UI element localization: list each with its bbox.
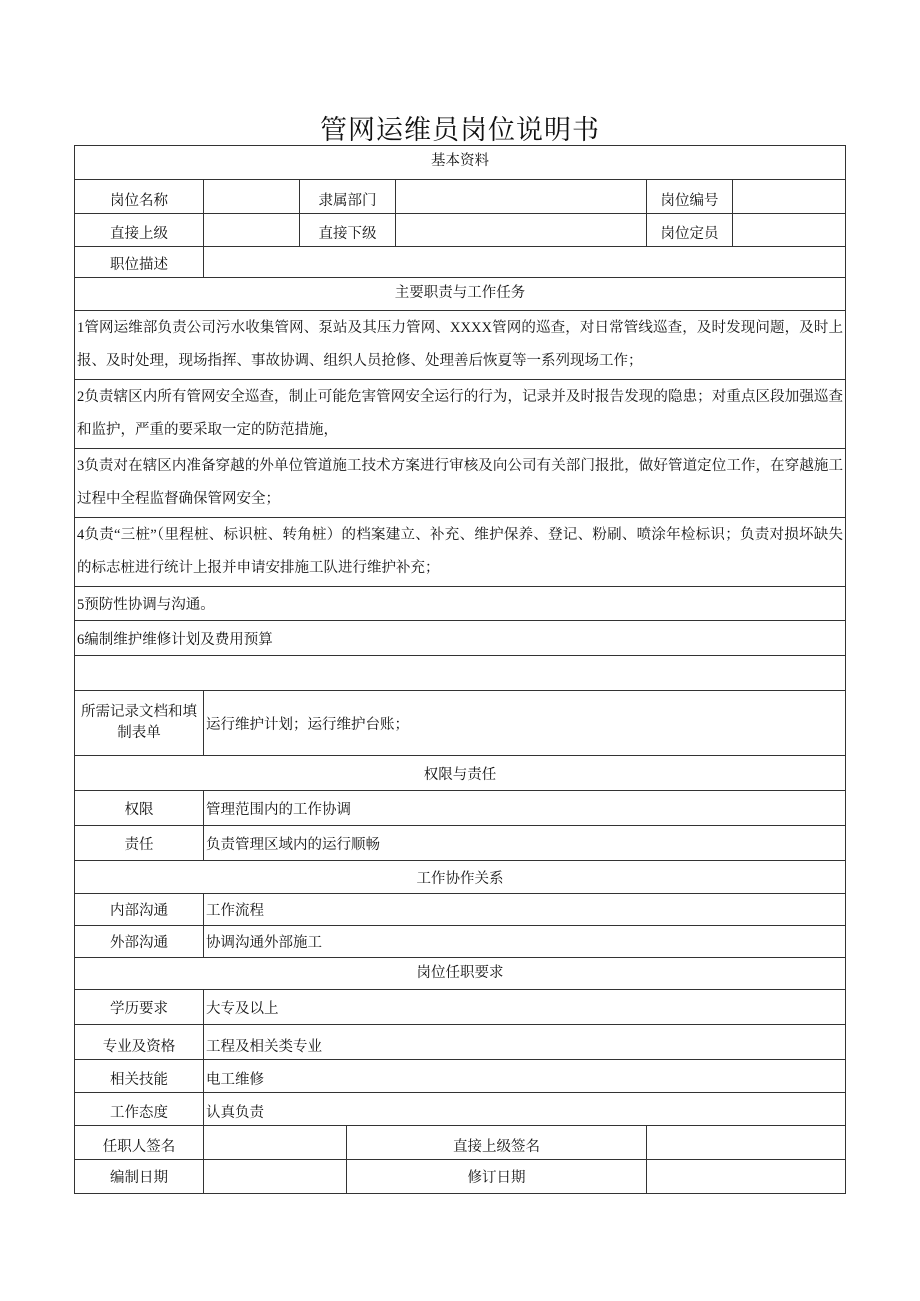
education-value: 大专及以上 bbox=[204, 990, 846, 1025]
education-label: 学历要求 bbox=[75, 990, 204, 1025]
department-label: 隶属部门 bbox=[300, 180, 396, 214]
description-label: 职位描述 bbox=[75, 247, 204, 278]
empty-row bbox=[75, 656, 846, 691]
employee-sign-label: 任职人签名 bbox=[75, 1126, 204, 1160]
major-label: 专业及资格 bbox=[75, 1025, 204, 1060]
duty-item: 3负责对在辖区内准备穿越的外单位管道施工技术方案进行审核及向公司有关部门报批，做好管道定位工作，在穿越施工过程中全程监督确保管网安全； bbox=[75, 449, 846, 518]
job-description-table bbox=[74, 145, 846, 1194]
section-requirements: 岗位任职要求 bbox=[75, 958, 846, 990]
responsibility-value: 负责管理区域内的运行顺畅 bbox=[204, 826, 846, 861]
description-field[interactable] bbox=[204, 247, 846, 278]
records-value: 运行维护计划；运行维护台账； bbox=[204, 691, 846, 756]
direct-subordinate-label: 直接下级 bbox=[300, 214, 396, 247]
prepared-date-label: 编制日期 bbox=[75, 1160, 204, 1194]
internal-comm-value: 工作流程 bbox=[204, 894, 846, 926]
employee-sign-field[interactable] bbox=[204, 1126, 347, 1160]
position-name-label: 岗位名称 bbox=[75, 180, 204, 214]
department-field[interactable] bbox=[396, 180, 647, 214]
major-value: 工程及相关类专业 bbox=[204, 1025, 846, 1060]
skills-label: 相关技能 bbox=[75, 1060, 204, 1093]
duty-item: 2负责辖区内所有管网安全巡查，制止可能危害管网安全运行的行为，记录并及时报告发现的隐患；对重点区段加强巡查和监护，严重的要采取一定的防范措施， bbox=[75, 380, 846, 449]
superior-sign-field[interactable] bbox=[647, 1126, 846, 1160]
external-comm-value: 协调沟通外部施工 bbox=[204, 926, 846, 958]
attitude-label: 工作态度 bbox=[75, 1093, 204, 1126]
prepared-date-field[interactable] bbox=[204, 1160, 347, 1194]
duty-item: 6编制维护维修计划及费用预算 bbox=[75, 621, 846, 656]
direct-subordinate-field[interactable] bbox=[396, 214, 647, 247]
direct-superior-field[interactable] bbox=[204, 214, 300, 247]
duty-item: 1管网运维部负责公司污水收集管网、泵站及其压力管网、XXXX管网的巡查，对日常管线巡查，及时发现问题，及时上报、及时处理，现场指挥、事故协调、组织人员抢修、处理善后恢夏等一系列现场工作； bbox=[75, 311, 846, 380]
revised-date-label: 修订日期 bbox=[347, 1160, 647, 1194]
section-cooperation: 工作协作关系 bbox=[75, 861, 846, 894]
superior-sign-label: 直接上级签名 bbox=[347, 1126, 647, 1160]
position-code-label: 岗位编号 bbox=[647, 180, 733, 214]
records-label: 所需记录文档和填制表单 bbox=[75, 691, 204, 756]
external-comm-label: 外部沟通 bbox=[75, 926, 204, 958]
duty-item: 5预防性协调与沟通。 bbox=[75, 587, 846, 621]
revised-date-field[interactable] bbox=[647, 1160, 846, 1194]
headcount-field[interactable] bbox=[733, 214, 846, 247]
section-basic-info: 基本资料 bbox=[75, 146, 846, 180]
responsibility-label: 责任 bbox=[75, 826, 204, 861]
duty-item: 4负责“三桩”（里程桩、标识桩、转角桩）的档案建立、补充、维护保养、登记、粉刷、喷涂年检标识；负责对损坏缺失的标志桩进行统计上报并申请安排施工队进行维护补充； bbox=[75, 518, 846, 587]
section-authority: 权限与责任 bbox=[75, 756, 846, 791]
skills-value: 电工维修 bbox=[204, 1060, 846, 1093]
rights-value: 管理范围内的工作协调 bbox=[204, 791, 846, 826]
direct-superior-label: 直接上级 bbox=[75, 214, 204, 247]
position-name-field[interactable] bbox=[204, 180, 300, 214]
rights-label: 权限 bbox=[75, 791, 204, 826]
attitude-value: 认真负责 bbox=[204, 1093, 846, 1126]
position-code-field[interactable] bbox=[733, 180, 846, 214]
section-duties: 主要职责与工作任务 bbox=[75, 278, 846, 311]
document-title: 管网运维员岗位说明书 bbox=[320, 115, 600, 145]
headcount-label: 岗位定员 bbox=[647, 214, 733, 247]
internal-comm-label: 内部沟通 bbox=[75, 894, 204, 926]
